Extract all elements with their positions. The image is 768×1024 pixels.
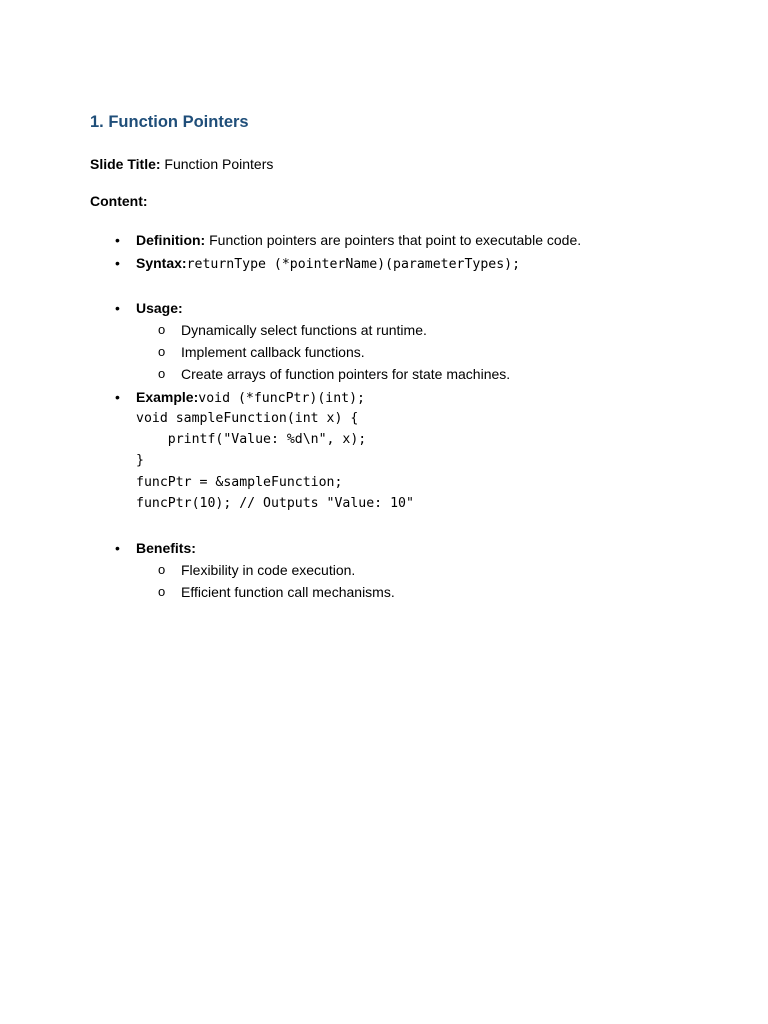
code-line: void sampleFunction(int x) { [136,411,359,426]
bullet-icon: • [115,300,120,316]
bullet-icon: • [115,540,120,556]
example-first-code: void (*funcPtr)(int); [198,391,365,406]
usage-item-text: Implement callback functions. [181,344,365,360]
benefits-item-text: Efficient function call mechanisms. [181,584,395,600]
syntax-label: Syntax: [136,255,187,271]
sub-bullet-icon: o [158,562,166,577]
usage-label: Usage: [136,300,183,316]
benefits-label: Benefits: [136,540,196,556]
slide-title-value: Function Pointers [160,156,274,172]
sub-bullet-icon: o [158,366,166,381]
bullet-icon: • [115,255,120,271]
code-line: } [136,453,144,468]
sub-bullet-icon: o [158,584,166,599]
example-label: Example: [136,389,199,405]
code-line: funcPtr = &sampleFunction; [136,475,343,490]
usage-item-text: Dynamically select functions at runtime. [181,322,427,338]
content-label: Content: [90,193,148,209]
code-line: printf("Value: %d\n", x); [136,432,367,447]
definition-text: Function pointers are pointers that point to executable code. [205,232,582,248]
sub-bullet-icon: o [158,322,166,337]
definition-label: Definition: [136,232,206,248]
bullet-icon: • [115,389,120,405]
benefits-item-text: Flexibility in code execution. [181,562,356,578]
section-heading: 1. Function Pointers [90,113,249,131]
usage-item-text: Create arrays of function pointers for state machines. [181,366,511,382]
code-line: funcPtr(10); // Outputs "Value: 10" [136,496,414,511]
bullet-icon: • [115,232,120,248]
slide-title-label: Slide Title: [90,156,161,172]
slide-title-line [90,156,273,172]
sub-bullet-icon: o [158,344,166,359]
syntax-code: returnType (*pointerName)(parameterTypes); [186,257,521,272]
